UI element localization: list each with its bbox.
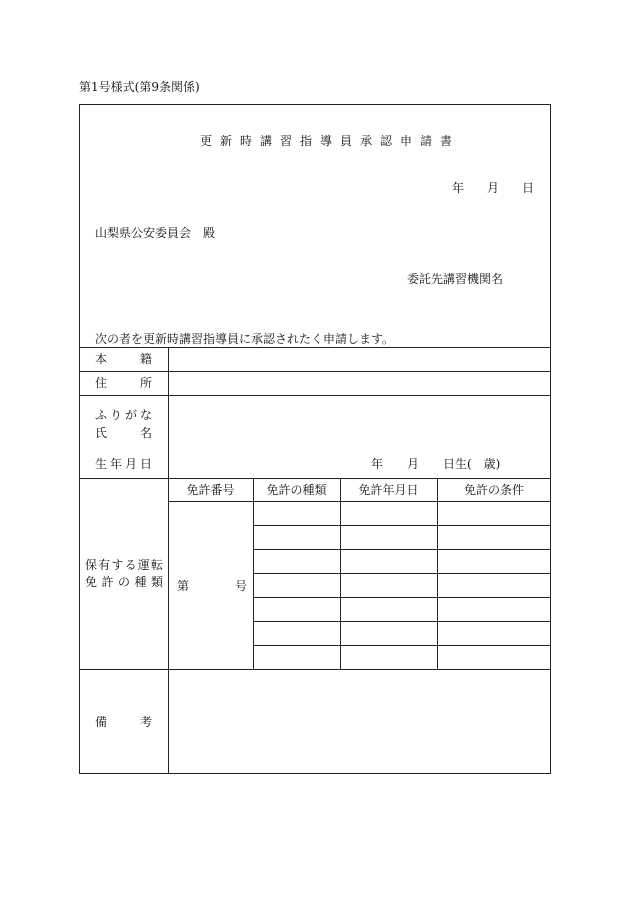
jusho-label	[95, 377, 152, 389]
license-column-divider	[340, 478, 341, 669]
row-divider	[79, 371, 551, 372]
shimei-text: 氏 名	[95, 426, 152, 440]
row-divider	[79, 395, 551, 396]
date-month-label: 月	[486, 181, 499, 195]
license-number-suffix: 号	[235, 579, 248, 593]
license-number-prefix: 第	[177, 579, 190, 593]
addressee: 山梨県公安委員会 殿	[95, 226, 216, 240]
license-type-row-label-2	[85, 576, 163, 588]
remarks-field[interactable]	[170, 671, 550, 772]
remarks-label	[95, 716, 152, 728]
date-year-label: 年	[452, 181, 465, 195]
license-row-divider	[253, 573, 551, 574]
row-divider	[79, 669, 551, 670]
license-date-header: 免許年月日	[358, 483, 419, 497]
applicant-organization-label: 委託先講習機関名	[407, 272, 504, 286]
license-type-header: 免許の種類	[266, 483, 327, 497]
license-row-divider	[253, 621, 551, 622]
birth-month-label: 月	[407, 457, 420, 471]
honseki-field[interactable]	[170, 349, 550, 370]
license-column-divider	[437, 478, 438, 669]
request-statement: 次の者を更新時講習指導員に承認されたく申請します。	[95, 332, 395, 346]
label-column-divider	[168, 347, 169, 774]
remarks-text: 備 考	[95, 715, 152, 729]
license-row-divider	[253, 549, 551, 550]
birth-year-label: 年	[371, 457, 384, 471]
shimei-label	[95, 427, 152, 439]
license-row-divider	[253, 597, 551, 598]
form-number-label: 第1号様式(第9条関係)	[79, 80, 200, 94]
license-row-label-line1: 保有する運転	[85, 558, 163, 572]
birth-day-age-label: 日生( 歳)	[443, 457, 501, 471]
jusho-field[interactable]	[170, 373, 550, 394]
date-line	[452, 182, 534, 194]
row-divider	[79, 478, 551, 479]
name-field[interactable]	[170, 397, 550, 447]
license-row-divider	[253, 525, 551, 526]
furigana-label	[95, 409, 152, 421]
row-divider	[79, 347, 551, 348]
license-header-divider	[168, 501, 551, 502]
license-number-header: 免許番号	[186, 483, 235, 497]
license-row-label-line2: 免許の種類	[85, 575, 163, 589]
license-conditions-header: 免許の条件	[463, 483, 524, 497]
birth-label	[95, 458, 152, 470]
honseki-text: 本 籍	[95, 352, 152, 366]
license-type-row-label	[85, 559, 163, 571]
furigana-text: ふりがな	[95, 408, 152, 422]
birth-text: 生年月日	[95, 457, 152, 471]
form-title: 更新時講習指導員承認申請書	[200, 134, 461, 148]
honseki-label	[95, 353, 152, 365]
jusho-text: 住 所	[95, 376, 152, 390]
date-day-label: 日	[521, 181, 534, 195]
license-column-divider	[253, 478, 254, 669]
license-row-divider	[253, 645, 551, 646]
